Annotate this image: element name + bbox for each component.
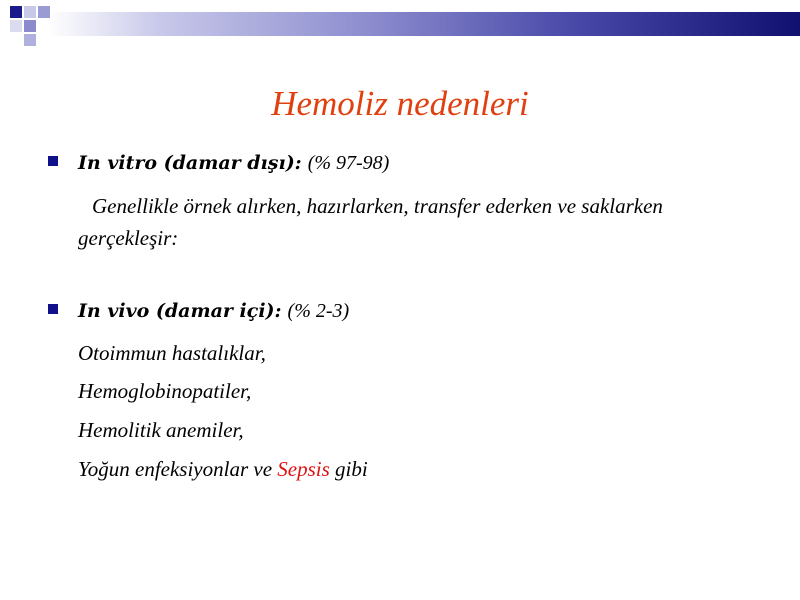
bullet-percent: (% 2-3) — [287, 300, 350, 322]
body-line: Genellikle örnek alırken, hazırlarken, transfer ederken ve saklarken — [92, 194, 663, 218]
bullet-percent: (% 97-98) — [307, 152, 390, 174]
list-line-last — [78, 457, 368, 482]
list-line: Hemoglobinopatiler, — [78, 379, 252, 403]
bullet-heading: In vivo (damar içi): — [78, 300, 282, 322]
bullet-in-vitro — [48, 152, 389, 175]
slide-title: Hemoliz nedenleri — [271, 84, 529, 123]
line-text: Yoğun enfeksiyonlar ve — [78, 457, 278, 481]
bullet-in-vivo — [48, 300, 349, 323]
sepsis-highlight: Sepsis — [277, 457, 330, 481]
body-line: gerçekleşir: — [78, 226, 179, 250]
line-text: gibi — [329, 457, 368, 481]
square-bullet-icon — [48, 304, 58, 314]
list-line: Otoimmun hastalıklar, — [78, 341, 266, 365]
header-gradient-bar — [0, 12, 800, 36]
square-bullet-icon — [48, 156, 58, 166]
bullet-heading: In vitro (damar dışı): — [78, 152, 302, 174]
list-line: Hemolitik anemiler, — [78, 418, 244, 442]
